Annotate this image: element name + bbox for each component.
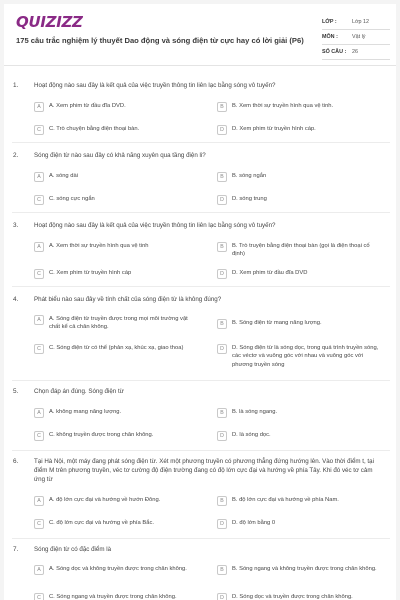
option-a[interactable]: [34, 315, 200, 332]
option-text: C. Sóng ngang và truyền được trong chân không.: [49, 594, 177, 600]
option-letter: A: [34, 565, 44, 575]
option-text: B. Sóng điện từ mang năng lượng.: [232, 320, 322, 326]
meta-label: SỐ CÂU :: [322, 49, 347, 55]
option-letter: A: [34, 102, 44, 112]
worksheet-title: 175 câu trắc nghiệm lý thuyết Dao động và sóng điện từ cực hay có lời giải (P6): [16, 36, 304, 45]
question-stem: Hoạt động nào sau đây là kết quả của việc truyền thông tin liên lạc bằng sóng vô tuyến?: [34, 222, 276, 229]
option-d[interactable]: [217, 125, 383, 135]
option-text: C. sóng cực ngắn: [49, 196, 95, 202]
divider: [12, 380, 390, 381]
option-letter: B: [217, 408, 227, 418]
option-text: D. Xem phim từ truyền hình cáp.: [232, 126, 316, 132]
divider: [12, 212, 390, 213]
option-text: B. Xem thời sự truyền hình qua vệ tinh.: [232, 103, 334, 109]
question-stem: Sóng điện từ nào sau đây có khả năng xuyên qua tầng điện li?: [34, 152, 206, 159]
question-stem: Tại Hà Nội, một máy đang phát sóng điện từ. Xét một phương truyền có phương thẳng đứng hướng lên. Vào thời điểm t, tại điểm M trên phương truyền, véc tơ cường độ điện trường đang có độ lớn cực đại và hướng về phía Tây. Khi đó véc tơ cảm ứng từ: [34, 458, 374, 483]
option-letter: B: [217, 319, 227, 329]
option-a[interactable]: [34, 242, 200, 252]
option-b[interactable]: [217, 496, 383, 506]
meta-label: LỚP :: [322, 19, 337, 25]
divider: [12, 286, 390, 287]
option-d[interactable]: [217, 195, 383, 205]
question-stem: Hoạt động nào sau đây là kết quả của việc truyền thông tin liên lạc bằng sóng vô tuyến?: [34, 82, 276, 89]
option-d[interactable]: [217, 593, 383, 600]
option-text: D. là sóng dọc.: [232, 432, 271, 438]
option-text: A. sóng dài: [49, 173, 79, 179]
option-c[interactable]: [34, 125, 200, 135]
divider: [12, 538, 390, 539]
option-text: A. độ lớn cực đại và hướng về hướn Đông.: [49, 497, 161, 503]
option-text: B. Trò truyện bằng điện thoại bàn (gọi là điện thoại cố định): [232, 243, 370, 258]
option-text: C. độ lớn cực đại và hướng về phía Bắc.: [49, 520, 154, 526]
option-letter: D: [217, 519, 227, 529]
question-stem: Phát biểu nào sau đây về tính chất của sóng điện từ là không đúng?: [34, 296, 222, 303]
question-number: 7.: [13, 546, 19, 553]
option-a[interactable]: [34, 102, 200, 112]
question-stem: Sóng điện từ có đặc điểm là: [34, 546, 112, 553]
meta-row-question-count: [322, 45, 390, 60]
option-letter: A: [34, 496, 44, 506]
option-letter: B: [217, 102, 227, 112]
option-text: B. là sóng ngang.: [232, 409, 278, 415]
option-c[interactable]: [34, 195, 200, 205]
option-d[interactable]: [217, 519, 383, 529]
option-b[interactable]: [217, 102, 383, 112]
option-letter: B: [217, 496, 227, 506]
option-letter: C: [34, 593, 44, 600]
option-d[interactable]: [217, 431, 383, 441]
option-text: A. Xem phim từ đầu đĩa DVD.: [49, 103, 126, 109]
option-letter: D: [217, 195, 227, 205]
question-number: 6.: [13, 458, 19, 465]
option-letter: A: [34, 315, 44, 325]
question-number: 2.: [13, 152, 19, 159]
worksheet-meta: [322, 15, 390, 60]
option-letter: C: [34, 431, 44, 441]
option-letter: C: [34, 125, 44, 135]
option-text: B. độ lớn cực đại và hướng về phía Nam.: [232, 497, 339, 503]
question-number: 1.: [13, 82, 19, 89]
question-number: 5.: [13, 388, 19, 395]
option-letter: C: [34, 344, 44, 354]
option-letter: C: [34, 269, 44, 279]
option-text: D. Sóng dọc và truyền được trong chân không.: [232, 594, 353, 600]
option-text: B. Sóng ngang và không truyền được trong chân không.: [232, 566, 377, 572]
option-letter: A: [34, 172, 44, 182]
worksheet-header: [4, 4, 396, 66]
option-c[interactable]: [34, 593, 200, 600]
option-d[interactable]: [217, 269, 383, 279]
option-c[interactable]: [34, 269, 200, 279]
option-letter: B: [217, 565, 227, 575]
divider: [12, 450, 390, 451]
option-text: A. Sóng dọc và không truyền được trong chân không.: [49, 566, 187, 572]
option-text: D. độ lớn bằng 0: [232, 520, 276, 526]
option-letter: D: [217, 269, 227, 279]
meta-value: Vật lý: [352, 34, 366, 40]
option-text: A. Xem thời sự truyền hình qua vệ tinh: [49, 243, 149, 249]
option-letter: D: [217, 593, 227, 600]
meta-row-grade: [322, 15, 390, 30]
option-text: A. không mang năng lượng.: [49, 409, 122, 415]
option-a[interactable]: [34, 408, 200, 418]
option-text: A. Sóng điện từ truyền được trong mọi môi trường vật chất kể cả chân không.: [49, 316, 188, 331]
option-letter: B: [217, 242, 227, 252]
option-text: C. không truyền được trong chân không.: [49, 432, 154, 438]
meta-row-subject: [322, 30, 390, 45]
option-letter: D: [217, 344, 227, 354]
option-text: D. sóng trung: [232, 196, 267, 202]
option-b[interactable]: [217, 172, 383, 182]
option-letter: B: [217, 172, 227, 182]
option-d[interactable]: [217, 344, 383, 369]
option-a[interactable]: [34, 172, 200, 182]
option-a[interactable]: [34, 496, 200, 506]
option-letter: D: [217, 125, 227, 135]
worksheet-page: [4, 4, 396, 600]
meta-label: MÔN :: [322, 34, 338, 40]
option-b[interactable]: [217, 242, 383, 259]
question-number: 4.: [13, 296, 19, 303]
option-c[interactable]: [34, 519, 200, 529]
option-b[interactable]: [217, 319, 383, 329]
option-b[interactable]: [217, 565, 383, 575]
option-letter: A: [34, 408, 44, 418]
option-text: D. Sóng điện từ là sóng dọc, trong quá trình truyền sóng, các véctơ và vuông góc với nhau và vuông góc với phương truyền sóng: [232, 345, 379, 368]
meta-value: Lớp 12: [352, 19, 370, 25]
question-stem: Chọn đáp án đúng. Sóng điện từ: [34, 388, 124, 395]
option-letter: C: [34, 519, 44, 529]
option-a[interactable]: [34, 565, 200, 575]
option-b[interactable]: [217, 408, 383, 418]
option-letter: A: [34, 242, 44, 252]
question-number: 3.: [13, 222, 19, 229]
option-text: C. Trò chuyện bằng điện thoại bàn.: [49, 126, 140, 132]
option-text: B. sóng ngắn: [232, 173, 267, 179]
quizizz-logo[interactable]: QUIZIZZ: [16, 13, 83, 31]
option-text: C. Xem phim từ truyền hình cáp: [49, 270, 132, 276]
option-c[interactable]: [34, 344, 200, 354]
option-letter: D: [217, 431, 227, 441]
option-text: C. Sóng điện từ có thể (phản xạ, khúc xạ, giao thoa): [49, 345, 184, 351]
option-letter: C: [34, 195, 44, 205]
divider: [12, 142, 390, 143]
option-text: D. Xem phim từ đầu đĩa DVD: [232, 270, 308, 276]
option-c[interactable]: [34, 431, 200, 441]
meta-value: 26: [352, 49, 358, 55]
